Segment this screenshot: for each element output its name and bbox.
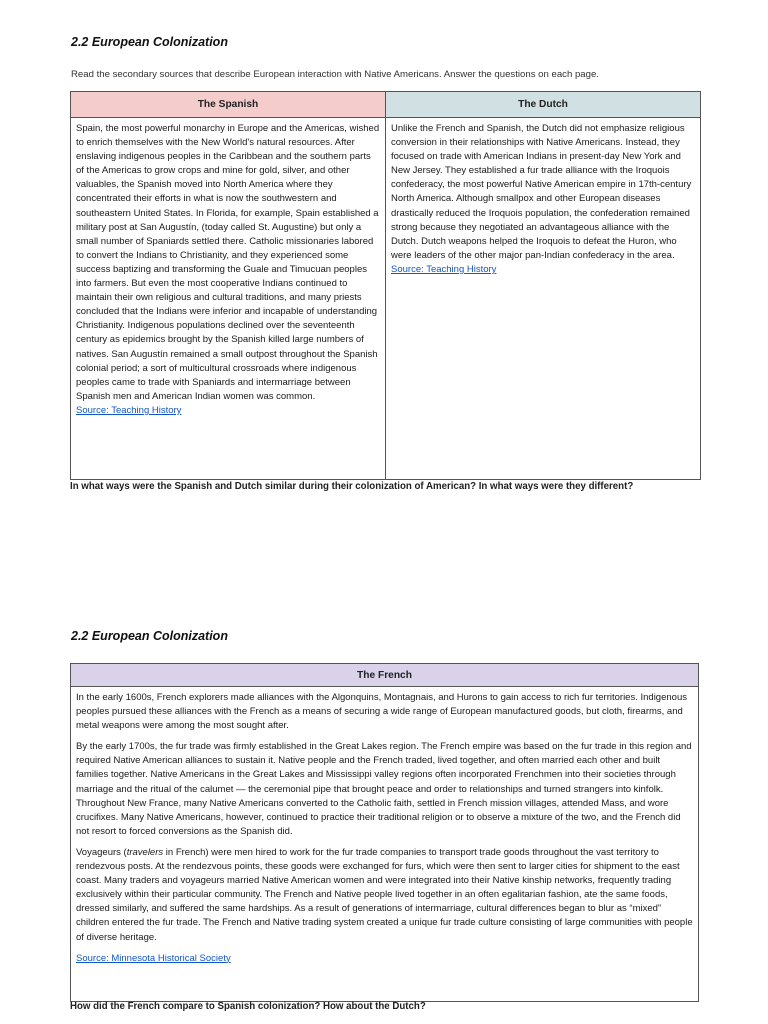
french-cell bbox=[71, 687, 699, 1002]
dutch-cell bbox=[386, 118, 701, 480]
page-title: 2.2 European Colonization bbox=[71, 35, 228, 49]
dutch-source-link[interactable]: Source: Teaching History bbox=[391, 263, 497, 275]
spanish-text: Spain, the most powerful monarchy in Europe and the Americas, wished to enrich themselves with the New World's natural resources. After enslaving indigenous peoples in the Caribbean and the southern parts of the Americas to grow crops and mine for gold, silver, and other valuables, the Spanish moved into North America where they concentrated their efforts in what is now the southwestern and southeastern United States. In Florida, for example, Spain established a military post at San Augustín, (today called St. Augustine) but only a small number of Spaniards settled there. Catholic missionaries labored to convert the Indians to Christianity, and they experienced some success baptizing and transforming the Guale and Timucuan peoples into farmers. But even the most cooperative Indians continued to maintain their own religious and cultural traditions, and many priests concluded that the Indians were inferior and incapable of understanding Christianity. Indigenous populations declined over the seventeenth century as epidemics brought by the Spanish killed large numbers of natives. San Augustín remained a small outpost throughout the Spanish colonial period; a sort of multicultural crossroads where indigenous peoples came to trade with Spaniards and intermarriage between Spanish men and American Indian women was common. bbox=[76, 123, 380, 402]
french-source-link[interactable]: Source: Minnesota Historical Society bbox=[76, 952, 231, 964]
travelers-italic: travelers bbox=[126, 846, 164, 858]
spanish-header: The Spanish bbox=[71, 92, 386, 118]
french-source-table bbox=[70, 663, 699, 1002]
french-paragraph-1: In the early 1600s, French explorers made alliances with the Algonquins, Montagnais, and Hurons to gain access to rich fur territories. Indigenous peoples pursued these alliances with the French as a means of securing a wide range of European manufactured goods, but cloth, firearms, and metal weapons were among the most sought after. bbox=[76, 692, 687, 732]
french-header: The French bbox=[71, 664, 699, 687]
dutch-text: Unlike the French and Spanish, the Dutch did not emphasize religious conversion in their relationships with Native Americans. Instead, they focused on trade with American Indians in present-day New York and New Jersey. They established a fur trade alliance with the Iroquois confederacy, the most powerful Native American empire in 17th-century North America. Although smallpox and other European diseases drastically reduced the Iroquois population, the confederation remained strong because they negotiated an advantageous alliance with the Dutch. Dutch weapons helped the Iroquois to defeat the Huron, who were leaders of the other major pan-Indian confederacy in the area. bbox=[391, 123, 692, 261]
french-paragraph-3: Voyageurs (travelers in French) were men hired to work for the fur trade companies to transport trade goods throughout the vast territory to rendezvous posts. At the rendezvous points, these goods were exchanged for furs, which were then sent to larger cities for shipment to the east coast. Many traders and voyageurs married Native American women and were integrated into their Native kinship networks, frequently trading exclusively within their particular community. The French and Native people lived together in an often egalitarian fashion, ate the same foods, dressed similarly, and suffered the same hardships. As a result of generations of intermarriage, cultural differences began to blur as “mixed” children entered the fur trade. The French and Native trading system created a unique fur trade culture consisting of large communities with people of diverse heritage. bbox=[76, 846, 693, 943]
spanish-dutch-question: In what ways were the Spanish and Dutch similar during their colonization of American? In what ways were they different? bbox=[70, 481, 634, 492]
french-question: How did the French compare to Spanish colonization? How about the Dutch? bbox=[70, 1001, 426, 1012]
colonization-comparison-table bbox=[70, 91, 701, 480]
french-paragraph-2: By the early 1700s, the fur trade was firmly established in the Great Lakes region. The French empire was based on the fur trade in this region and required Native American alliances to sustain it. Native people and the French traded, lived together, and often married each other and built families together. Native Americans in the Great Lakes and Mississippi valley regions often incorporated Frenchmen into their societies through marriage and the ritual of the calumet — the ceremonial pipe that brought peace and order to relationships and turned strangers into kinfolk. Throughout New France, many Native Americans converted to the Catholic faith, settled in French mission villages, attended Mass, and wore crucifixes. Many Native Americans, however, continued to practice their traditional religion or to observe a mixture of the two, and the French did not resort to forced conversions as the Spanish did. bbox=[76, 741, 692, 837]
instructions: Read the secondary sources that describe European interaction with Native Americans. Answer the questions on each page. bbox=[71, 69, 599, 80]
spanish-source-link[interactable]: Source: Teaching History bbox=[76, 404, 182, 416]
page-title-2: 2.2 European Colonization bbox=[71, 629, 228, 643]
spanish-cell bbox=[71, 118, 386, 480]
dutch-header: The Dutch bbox=[386, 92, 701, 118]
